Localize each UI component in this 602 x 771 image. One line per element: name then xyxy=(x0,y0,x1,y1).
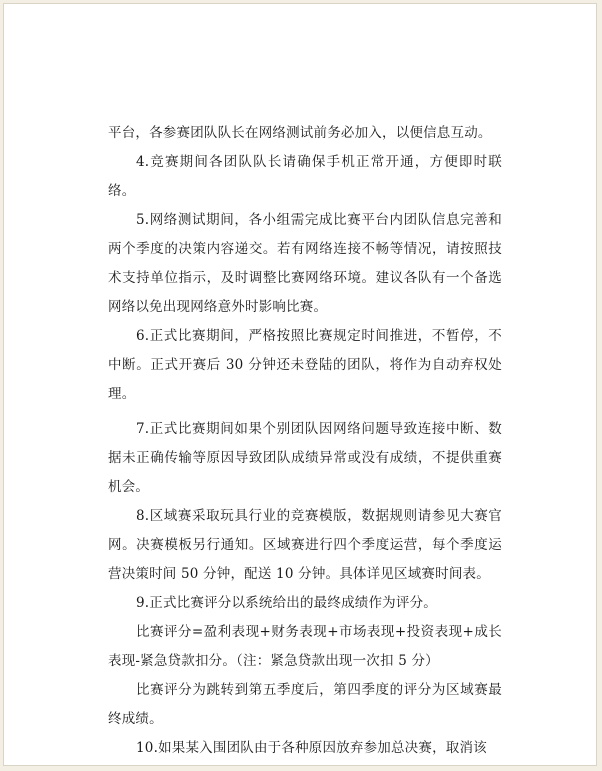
document-page xyxy=(3,3,597,766)
paragraph-score-rule: 比赛评分为跳转到第五季度后，第四季度的评分为区域赛最终成绩。 xyxy=(108,682,502,727)
paragraph-item-4: 4.竞赛期间各团队队长请确保手机正常开通，方便即时联络。 xyxy=(108,154,502,199)
paragraph-item-9: 9.正式比赛评分以系统给出的最终成绩作为评分。 xyxy=(136,595,437,611)
paragraph-item-8: 8.区域赛采取玩具行业的竞赛模版，数据规则请参见大赛官网。决赛模板另行通知。区域赛进行四个季度运营，每个季度运营决策时间 50 分钟，配送 10 分钟。具体详见区域赛时间表。 xyxy=(108,508,502,582)
paragraph-continuation: 平台，各参赛团队队长在网络测试前务必加入，以便信息互动。 xyxy=(108,125,492,141)
paragraph-item-5: 5.网络测试期间，各小组需完成比赛平台内团队信息完善和两个季度的决策内容递交。若有网络连接不畅等情况，请按照技术支持单位指示，及时调整比赛网络环境。建议各队有一个备选网络以免出现网络意外时影响比赛。 xyxy=(108,212,502,315)
paragraph-item-7: 7.正式比赛期间如果个别团队因网络问题导致连接中断、数据未正确传输等原因导致团队成绩异常或没有成绩，不提供重赛机会。 xyxy=(108,421,502,495)
paragraph-item-6: 6.正式比赛期间，严格按照比赛规定时间推进，不暂停，不中断。正式开赛后 30 分钟还未登陆的团队，将作为自动弃权处理。 xyxy=(108,328,502,402)
paragraph-item-10: 10.如果某入围团队由于各种原因放弃参加总决赛，取消该 xyxy=(136,740,487,756)
paragraph-score-formula: 比赛评分=盈利表现+财务表现+市场表现+投资表现+成长表现-紧急贷款扣分。（注：紧急贷款出现一次扣 5 分） xyxy=(108,624,502,669)
document-body xyxy=(108,119,502,763)
